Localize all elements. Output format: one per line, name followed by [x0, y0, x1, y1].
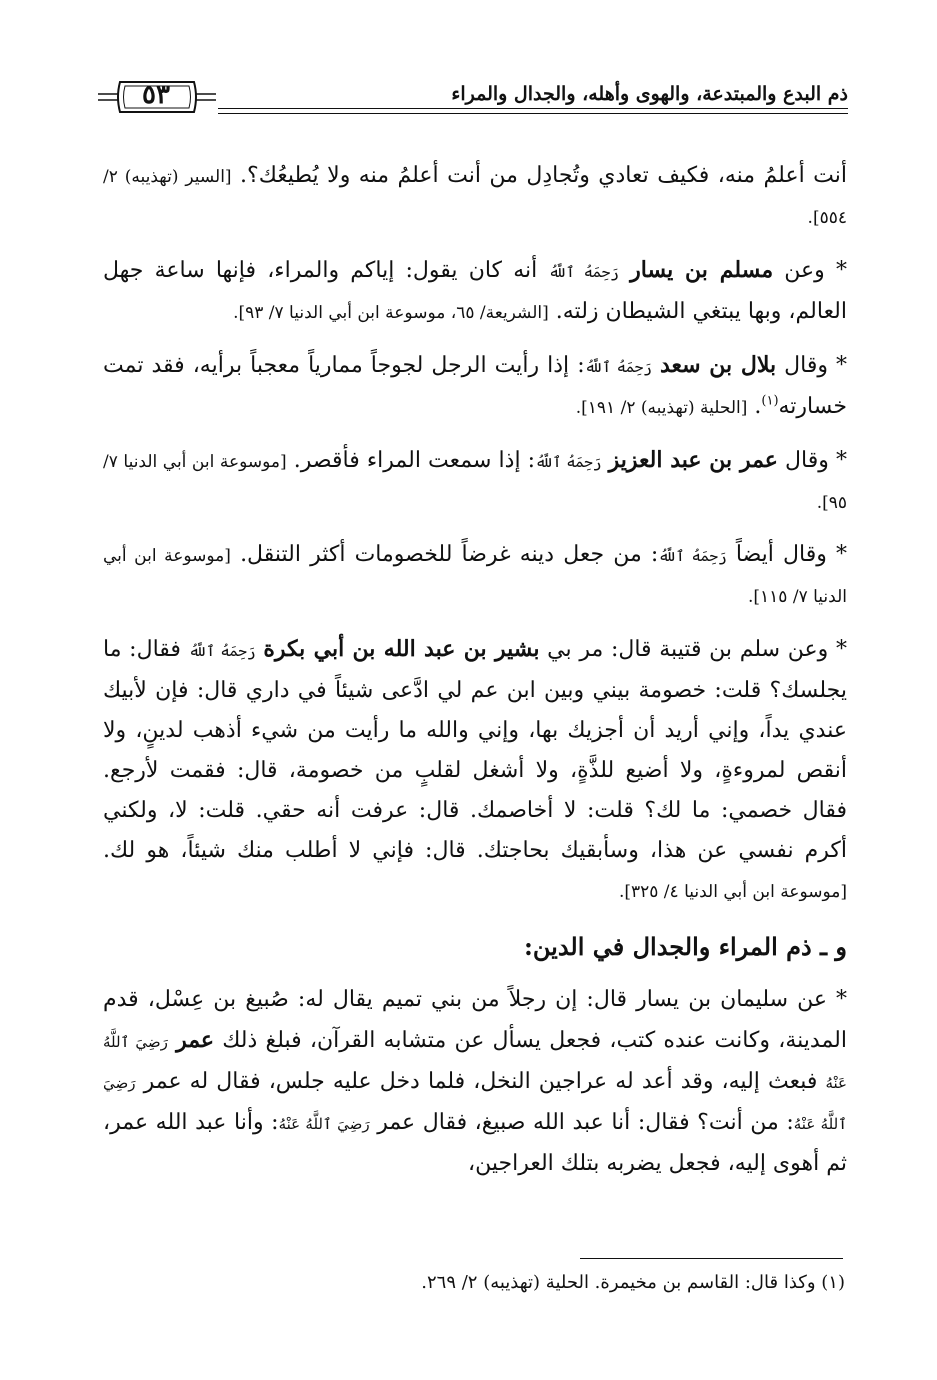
paragraph-1 — [103, 156, 847, 238]
paragraph-6 — [103, 629, 847, 912]
page-number: ٥٣ — [142, 80, 170, 110]
person-name: بلال بن سعد — [660, 352, 777, 378]
paragraph-text: . — [754, 394, 762, 419]
paragraph-text: : إذا رأيت الرجل لجوجاً ممارياً معجباً برأيه، فقد تمت خسارته — [103, 353, 847, 419]
person-name: عمر — [176, 1027, 215, 1053]
citation: [موسوعة ابن أبي الدنيا ٧/ ٩٥]. — [103, 452, 847, 513]
paragraph-text: * عن سليمان بن يسار قال: إن رجلاً من بني تميم يقال له: صُبيغ بن عِسْل، قدم المدينة، وكانت عنده كتب، فجعل يسأل عن متشابه القرآن، فبلغ ذلك — [103, 987, 847, 1053]
citation: [موسوعة ابن أبي الدنيا ٧/ ١١٥]. — [103, 546, 847, 607]
paragraph-text: أنه كان يقول: إياكم والمراء، فإنها ساعة جهل العالم، وبها يبتغي الشيطان زلته. — [103, 258, 847, 324]
honorific: رَضِيَ ٱللَّهُ عَنْهُ — [103, 1033, 847, 1092]
citation: [الحلية (تهذيبه) ٢/ ١٩١]. — [575, 398, 748, 418]
citation: [السير (تهذيبه) ٢/ ٥٥٤]. — [103, 167, 847, 228]
section-heading: و ـ ذم المراء والجدال في الدين: — [524, 932, 847, 961]
paragraph-3 — [103, 345, 847, 428]
honorific: رَضِيَ ٱللَّهُ عَنْهُ — [278, 1115, 370, 1133]
honorific: رَضِيَ ٱللَّهُ عَنْهُ — [103, 1074, 847, 1133]
footnote-text: وكذا قال: القاسم بن مخيمرة. الحلية (تهذيبه) ٢/ ٢٦٩. — [421, 1272, 816, 1293]
citation: [الشريعة/ ٦٥، موسوعة ابن أبي الدنيا ٧/ ٩٣]. — [233, 303, 549, 323]
header-rule-top — [218, 108, 848, 109]
paragraph-text: أنت أعلمُ منه، فكيف تعادي وتُجادِل من أنت أعلمُ منه ولا يُطيعُك؟. — [240, 163, 847, 188]
person-name: عمر بن عبد العزيز — [608, 447, 778, 473]
running-title: ذم البدع والمبتدعة، والهوى وأهله، والجدال والمراء — [451, 83, 848, 105]
person-name: مسلم بن يسار — [630, 257, 774, 283]
page-header — [98, 74, 848, 124]
person-name: بشير بن عبد الله بن أبي بكرة — [263, 636, 540, 662]
honorific: رَحِمَهُ ٱللَّهُ — [584, 358, 652, 376]
honorific: رَحِمَهُ ٱللَّهُ — [548, 263, 619, 281]
page-body — [103, 156, 847, 1196]
paragraph-text: فقال: ما يجلسك؟ قلت: خصومة بيني وبين ابن عم لي ادَّعى شيئاً في داري قال: فإن لأبيك عندي يداً، وإني أريد أن أجزيك بها، وإني والله ما رأيت من شيء أذهب لدينٍ، ولا أنقص لمروءةٍ، ولا أضيع للذَّةٍ، ولا أشغل لقلبٍ من خصومة، قال: فقمت لأرجع. فقال خصمي: ما لك؟ قلت: لا أخاصمك. قال: عرفت أنه حقي. قلت: لا، ولكني أكرم نفسي عن هذا، وسأبقيك بحاجتك. قال: فإني لا أطلب منك شيئاً، هو لك. — [103, 637, 847, 863]
paragraph-text: : من أنت؟ فقال: أنا عبد الله صبيغ، فقال عمر — [369, 1110, 794, 1135]
header-rule-bottom — [218, 113, 848, 114]
paragraph-text: * وعن سلم بن قتيبة قال: مر بي — [539, 637, 847, 662]
paragraph-text: * وقال أيضاً — [726, 542, 847, 567]
paragraph-text: : إذا سمعت المراء فأقصر. — [293, 448, 536, 473]
footnote-number: (١) — [821, 1272, 845, 1293]
footnote-marker[interactable]: (١) — [761, 393, 779, 409]
footnote — [101, 1268, 845, 1298]
paragraph-text: * وقال — [776, 353, 848, 378]
paragraph-4 — [103, 440, 847, 523]
paragraph-2 — [103, 250, 847, 333]
paragraph-text: : من جعل دينه غرضاً للخصومات أكثر التنقل. — [240, 542, 659, 567]
paragraph-text: * وعن — [773, 258, 847, 283]
paragraph-text: * وقال — [777, 448, 847, 473]
honorific: رَحِمَهُ ٱللَّهُ — [535, 453, 602, 471]
honorific: رَحِمَهُ ٱللَّهُ — [188, 642, 256, 660]
citation: [موسوعة ابن أبي الدنيا ٤/ ٣٢٥]. — [618, 882, 847, 902]
paragraph-5 — [103, 535, 847, 617]
footnote-divider — [580, 1258, 843, 1259]
paragraph-7 — [103, 980, 847, 1184]
honorific: رَحِمَهُ ٱللَّهُ — [658, 547, 727, 565]
paragraph-text: فبعث إليه، وقد أعد له عراجين النخل، فلما دخل عليه جلس، فقال له عمر — [135, 1069, 826, 1094]
paragraph-text: : وأنا عبد الله عمر، ثم أهوى إليه، فجعل يضربه بتلك العراجين، — [103, 1110, 847, 1176]
